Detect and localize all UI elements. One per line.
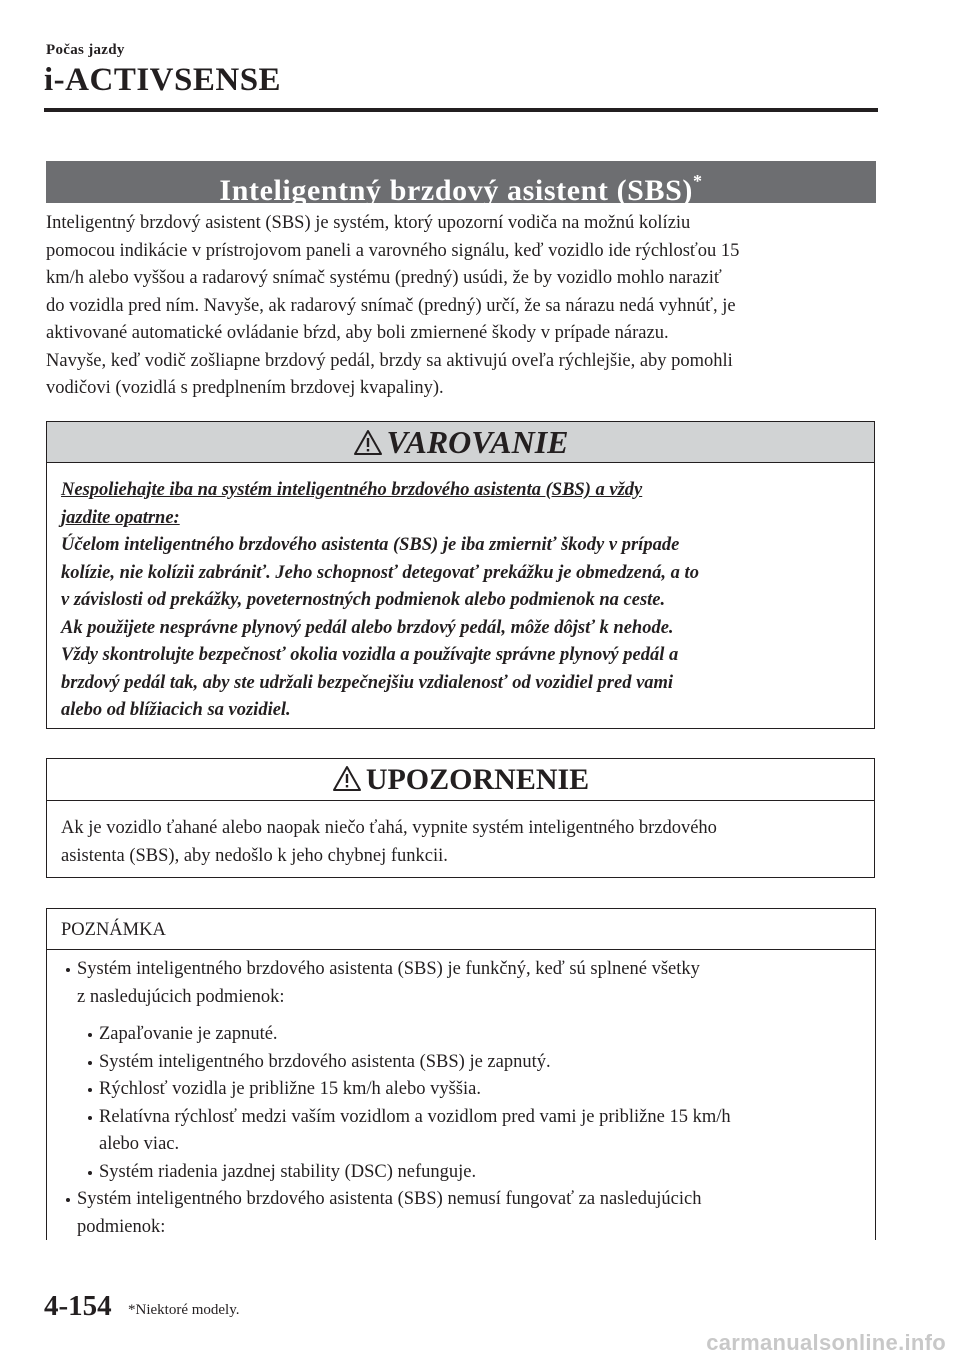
page-title-text: Inteligentný brzdový asistent (SBS) [219, 174, 693, 207]
warning-line: v závislosti od prekážky, poveternostných podmienok alebo podmienok na ceste. [61, 590, 666, 610]
bullet-dot [88, 1116, 92, 1120]
note-line: Systém inteligentného brzdového asistenta (SBS) je zapnutý. [99, 1051, 551, 1072]
warning-triangle-icon [353, 429, 383, 456]
note-bullet-item [47, 956, 875, 1011]
warning-underlined-line: Nespoliehajte iba na systém inteligentného brzdového asistenta (SBS) a vždy [61, 480, 643, 500]
caution-line: Ak je vozidlo ťahané alebo naopak niečo ťahá, vypnite systém inteligentného brzdového [61, 818, 717, 838]
note-box [46, 908, 876, 1240]
warning-heading-text: VAROVANIE [386, 424, 569, 460]
intro-line: do vozidla pred ním. Navyše, ak radarový snímač (predný) určí, že sa nárazu nedá vyhnúť, je [46, 295, 736, 316]
footnote: *Niektoré modely. [128, 1302, 240, 1318]
note-sub-list [47, 1021, 875, 1186]
note-line: Relatívna rýchlosť medzi vaším vozidlom a vozidlom pred vami je približne 15 km/h [99, 1106, 731, 1127]
section-title: i-ACTIVSENSE [44, 62, 282, 98]
header-rule [44, 108, 878, 112]
intro-line: vodičovi (vozidlá s predplnením brzdovej kvapaliny). [46, 378, 444, 398]
page-title [46, 161, 876, 207]
bullet-dot [88, 1061, 92, 1065]
note-line: Systém riadenia jazdnej stability (DSC) nefunguje. [99, 1161, 477, 1182]
warning-line: Účelom inteligentného brzdového asistenta (SBS) je iba zmierniť škody v prípade [61, 535, 680, 555]
intro-line: Navyše, keď vodič zošliapne brzdový pedál, brzdy sa aktivujú oveľa rýchlejšie, aby pomohli [46, 350, 733, 371]
note-sub-item [47, 1076, 875, 1104]
note-heading: POZNÁMKA [47, 909, 875, 950]
intro-paragraph [46, 210, 880, 403]
bullet-dot [88, 1171, 92, 1175]
page-number: 4-154 [44, 1290, 112, 1322]
bullet-dot [88, 1033, 92, 1037]
intro-line: Inteligentný brzdový asistent (SBS) je systém, ktorý upozorní vodiča na možnú kolíziu [46, 213, 691, 233]
warning-line: Vždy skontrolujte bezpečnosť okolia vozidla a používajte správne plynový pedál a [61, 645, 679, 665]
bullet-dot [66, 1198, 70, 1202]
note-line: Rýchlosť vozidla je približne 15 km/h alebo vyššia. [99, 1079, 481, 1099]
warning-underlined-line: jazdite opatrne: [61, 507, 180, 528]
bullet-dot [88, 1088, 92, 1092]
note-sub-item [47, 1021, 875, 1049]
warning-heading [47, 422, 874, 463]
intro-line: km/h alebo vyššou a radarový snímač systému (predný) usúdi, že by vozidlo mohlo naraziť [46, 268, 722, 288]
note-line: podmienok: [77, 1216, 166, 1237]
note-line: z nasledujúcich podmienok: [77, 986, 285, 1007]
warning-body [47, 463, 874, 725]
note-line: Zapaľovanie je zapnuté. [99, 1024, 278, 1044]
caution-heading-text: UPOZORNENIE [365, 763, 590, 796]
intro-line: pomocou indikácie v prístrojovom paneli a varovného signálu, keď vozidlo ide rýchlosťou 15 [46, 240, 740, 261]
watermark: carmanualsonline.info [706, 1330, 946, 1355]
caution-triangle-icon [332, 765, 362, 792]
caution-line: asistenta (SBS), aby nedošlo k jeho chybnej funkcii. [61, 846, 448, 866]
caution-body [47, 801, 874, 870]
note-body [47, 950, 875, 1241]
section-label-small: Počas jazdy [46, 42, 125, 58]
warning-line: brzdový pedál tak, aby ste udržali bezpečnejšiu vzdialenosť od vozidiel pred vami [61, 672, 674, 693]
warning-line: alebo od blížiacich sa vozidiel. [61, 700, 291, 720]
warning-box [46, 421, 875, 729]
caution-heading [47, 759, 874, 801]
warning-line: Ak použijete nesprávne plynový pedál alebo brzdový pedál, môže dôjsť k nehode. [61, 617, 674, 638]
note-bullet-item [47, 1186, 875, 1241]
note-line: Systém inteligentného brzdového asistenta (SBS) je funkčný, keď sú splnené všetky [77, 959, 700, 979]
title-footnote-marker: * [692, 171, 703, 191]
intro-line: aktivované automatické ovládanie bŕzd, aby boli zmiernené škody v prípade nárazu. [46, 323, 669, 343]
warning-line: kolízie, nie kolízii zabrániť. Jeho schopnosť detegovať prekážku je obmedzená, a to [61, 562, 699, 583]
note-sub-item [47, 1159, 875, 1187]
caution-box [46, 758, 875, 878]
note-sub-item [47, 1104, 875, 1159]
note-line: Systém inteligentného brzdového asistenta (SBS) nemusí fungovať za nasledujúcich [77, 1189, 702, 1209]
note-line: alebo viac. [99, 1134, 180, 1154]
note-sub-item [47, 1049, 875, 1077]
bullet-dot [66, 968, 70, 972]
